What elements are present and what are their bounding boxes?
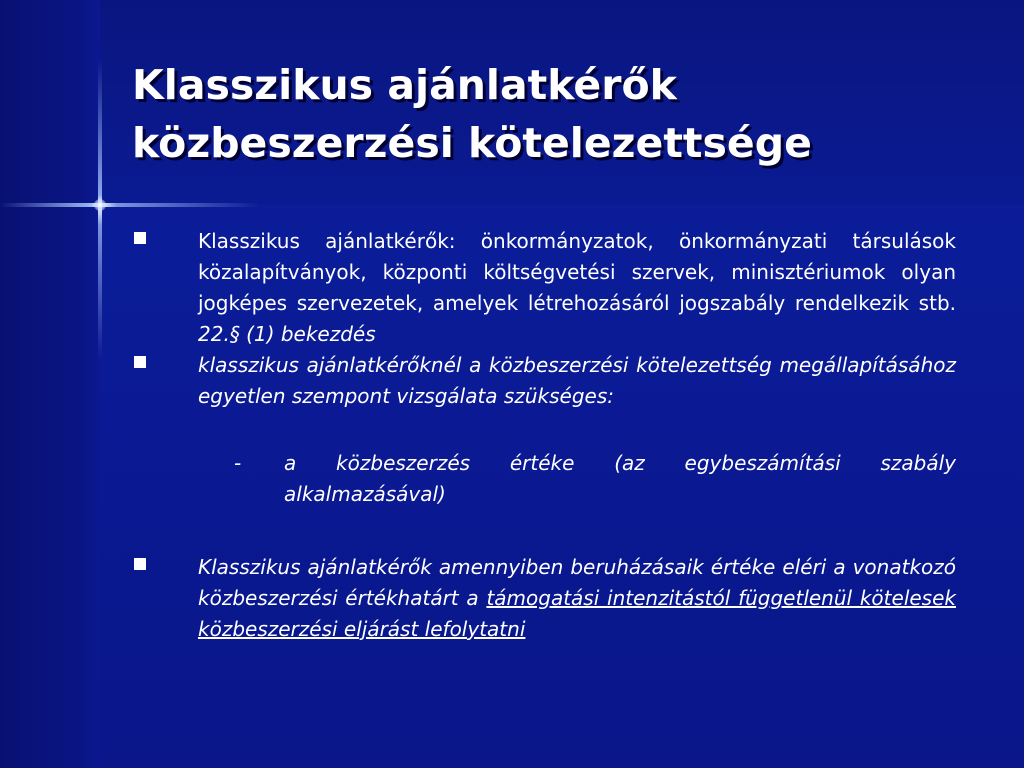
bullet-1-reference: 22.§ (1) bekezdés xyxy=(198,322,376,346)
bullet-3-underlined-text: támogatási intenzitástól függetlenül kötelesek közbeszerzési eljárást lefolytatni xyxy=(198,586,956,641)
bullet-item-3 xyxy=(130,552,956,645)
bullet-2-text: klasszikus ajánlatkérőknél a közbeszerzési kötelezettség megállapításához egyetlen szempont vizsgálata szükséges: xyxy=(198,353,956,408)
horizontal-light-line xyxy=(0,203,260,207)
title-line-1: Klasszikus ajánlatkérők xyxy=(132,61,677,109)
square-bullet-icon xyxy=(134,356,146,368)
title-line-2: közbeszerzési kötelezettsége xyxy=(132,119,812,167)
sub-item-text: a közbeszerzés értéke (az egybeszámítási szabály alkalmazásával) xyxy=(284,451,956,506)
sub-item xyxy=(130,448,956,510)
bullet-3-text: Klasszikus ajánlatkérők amennyiben beruházásaik értéke eléri a vonatkozó közbeszerzési értékhatárt a xyxy=(198,555,956,610)
slide-content xyxy=(130,226,956,645)
square-bullet-icon xyxy=(134,558,146,570)
slide-title xyxy=(132,56,992,172)
dash-marker: - xyxy=(234,451,242,475)
bullet-item-1 xyxy=(130,226,956,350)
left-band xyxy=(0,0,100,768)
sparkle-icon xyxy=(94,199,106,211)
square-bullet-icon xyxy=(134,232,146,244)
bullet-1-text: Klasszikus ajánlatkérők: önkormányzatok, önkormányzati társulások közalapítványok, központi költségvetési szervek, minisztériumok olyan jogképes szervezetek, amelyek létrehozásáról jogszabály rendelkezik stb. xyxy=(198,229,956,315)
bullet-item-2 xyxy=(130,350,956,412)
